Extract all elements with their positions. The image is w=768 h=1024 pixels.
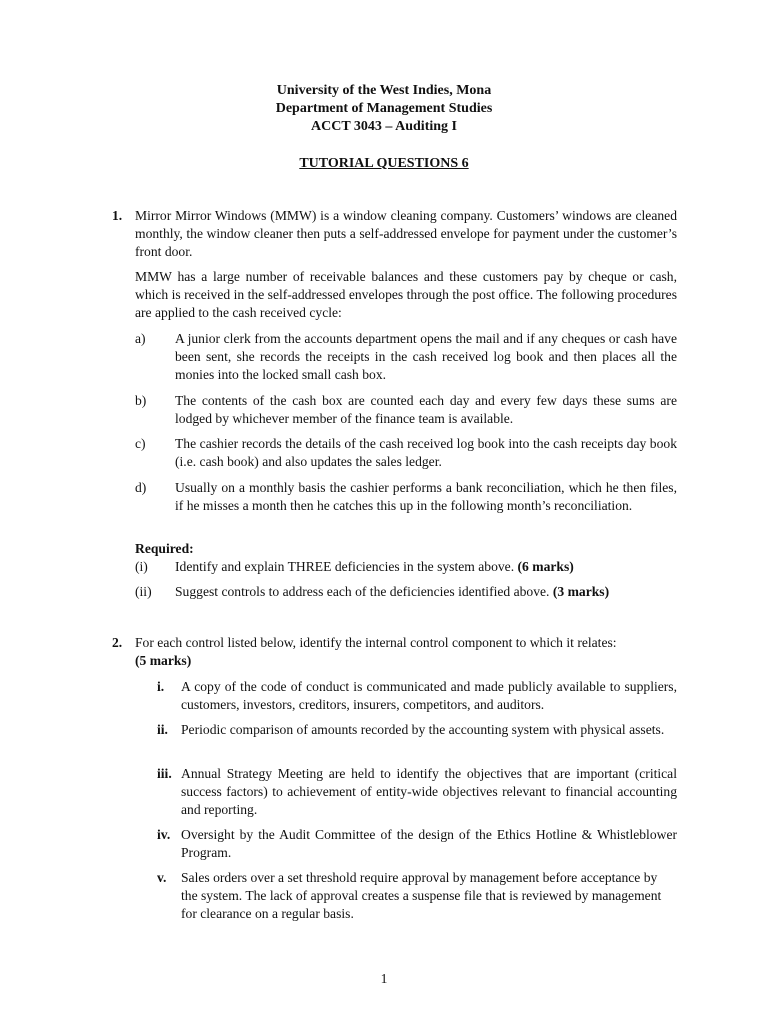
required-item-label: (i) [135,559,148,574]
document-header [0,82,768,136]
q1-item-text: Usually on a monthly basis the cashier performs a bank reconciliation, which he then files, if he misses a month then he catches this up in the following month’s reconciliation. [175,480,677,513]
question-1-paragraph: MMW has a large number of receivable balances and these customers pay by cheque or cash, which is received in the self-addressed envelopes through the post office. The following procedures are applied to the cash received cycle: [135,269,677,320]
question-1-intro: Mirror Mirror Windows (MMW) is a window cleaning company. Customers’ windows are cleaned monthly, the window cleaner then puts a self-addressed envelope for payment under the customer’s front door. [135,208,677,259]
required-item [175,583,677,601]
q2-item-label: iii. [157,766,172,781]
required-item [175,558,677,576]
q2-item-label: ii. [157,722,168,737]
header-course: ACCT 3043 – Auditing I [310,119,457,134]
q1-item-text: A junior clerk from the accounts department opens the mail and if any cheques or cash have been sent, she records the receipts in the cash received log book and then places all the monies into the locked small cash box. [175,331,677,382]
q2-item-label: i. [157,679,165,694]
q1-item-label: b) [135,393,147,408]
question-1-number: 1. [112,208,123,223]
required-item-label: (ii) [135,584,152,599]
q2-item-text: Sales orders over a set threshold require approval by management before acceptance by the system. The lack of approval creates a suspense file that is reviewed by management for clearance on a regular basis. [181,870,662,921]
question-2-intro-block [135,634,677,670]
page-title: TUTORIAL QUESTIONS 6 [299,156,469,171]
header-department: Department of Management Studies [275,101,493,116]
question-2-intro: For each control listed below, identify the internal control component to which it relates: [135,635,617,650]
q2-item-text: Periodic comparison of amounts recorded by the accounting system with physical assets. [181,722,665,737]
q1-item-label: a) [135,331,146,346]
header-university: University of the West Indies, Mona [276,83,492,98]
q2-item-text: A copy of the code of conduct is communicated and made publicly available to suppliers, customers, investors, creditors, insurers, competitors, and auditors. [181,679,677,712]
required-item-marks: (3 marks) [552,584,610,599]
q1-item-label: c) [135,436,146,451]
q2-item-text: Oversight by the Audit Committee of the design of the Ethics Hotline & Whistleblower Program. [181,827,677,860]
q1-item-text: The cashier records the details of the cash received log book into the cash receipts day book (i.e. cash book) and also updates the sales ledger. [175,436,677,469]
page-number: 1 [380,971,388,986]
question-2-number: 2. [112,635,123,650]
required-item-text: Suggest controls to address each of the deficiencies identified above. [175,584,550,599]
q2-item-text: Annual Strategy Meeting are held to identify the objectives that are important (critical success factors) to achievement of entity-wide objectives relevant to financial accounting and reporting. [181,766,677,817]
q1-item-label: d) [135,480,147,495]
required-heading: Required: [135,541,194,556]
required-item-marks: (6 marks) [517,559,574,574]
required-item-text: Identify and explain THREE deficiencies in the system above. [175,559,515,574]
question-2-marks: (5 marks) [135,653,192,668]
q2-item-label: iv. [157,827,171,842]
q2-item-label: v. [157,870,167,885]
q1-item-text: The contents of the cash box are counted each day and every few days these sums are lodged by whichever member of the finance team is available. [175,393,677,426]
